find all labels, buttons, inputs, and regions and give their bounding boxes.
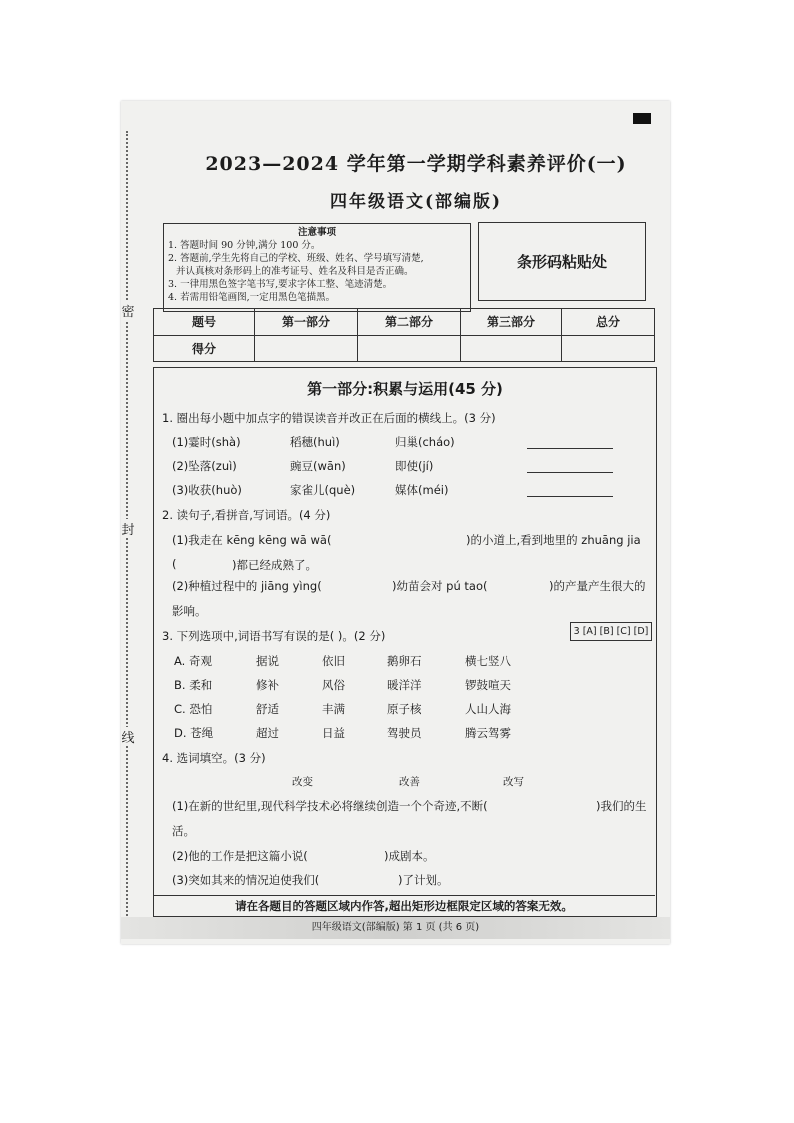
q1-word: 即使(jí) bbox=[395, 459, 434, 473]
q2-text: )都已经成熟了。 bbox=[232, 558, 317, 572]
q3-stem: 3. 下列选项中,词语书写有误的是( )。(2 分) bbox=[162, 629, 386, 643]
q3-option: D. 苍绳 bbox=[174, 726, 214, 740]
q4-word: 改写 bbox=[503, 776, 524, 788]
notice-title: 注意事项 bbox=[297, 227, 336, 238]
q4-word: 改善 bbox=[399, 776, 420, 788]
q3-option: 锣鼓喧天 bbox=[465, 678, 511, 692]
q2-text: (1)我走在 kēng kēng wā wā( bbox=[172, 533, 332, 547]
score-row bbox=[154, 335, 655, 362]
q1-word: (3)收获(huò) bbox=[172, 483, 242, 497]
exam-sheet bbox=[121, 101, 670, 944]
barcode-label: 条形码粘贴处 bbox=[516, 253, 607, 271]
q1-answer-line[interactable] bbox=[527, 496, 613, 497]
score-table bbox=[153, 308, 655, 362]
q1-word: 媒体(méi) bbox=[395, 483, 449, 497]
score-header: 第一部分 bbox=[255, 309, 358, 336]
q3-option: 腾云驾雾 bbox=[465, 726, 511, 740]
q4-sentence: )了计划。 bbox=[398, 873, 449, 887]
section-title: 第一部分:积累与运用(45 分) bbox=[307, 380, 503, 398]
q3-option: 暖洋洋 bbox=[387, 678, 422, 692]
q4-stem: 4. 选词填空。(3 分) bbox=[162, 751, 266, 765]
score-header-row bbox=[154, 309, 655, 336]
q4-sentence: (2)他的工作是把这篇小说( bbox=[172, 849, 308, 863]
notice-box bbox=[163, 223, 471, 312]
q3-option: 驾驶员 bbox=[387, 726, 422, 740]
score-header: 第二部分 bbox=[358, 309, 461, 336]
q3-option: 鹅卵石 bbox=[387, 654, 422, 668]
q4-sentence: (1)在新的世纪里,现代科学技术必将继续创造一个个奇迹,不断( bbox=[172, 799, 488, 813]
q3-option: 人山人海 bbox=[465, 702, 511, 716]
score-header: 题号 bbox=[154, 309, 255, 336]
q2-stem: 2. 读句子,看拼音,写词语。(4 分) bbox=[162, 508, 331, 522]
question-area bbox=[153, 367, 657, 917]
answer-area-note: 请在各题目的答题区域内作答,超出矩形边框限定区域的答案无效。 bbox=[153, 895, 655, 916]
alignment-marker-top bbox=[633, 113, 651, 124]
q2-text: 影响。 bbox=[172, 604, 207, 618]
q3-option: 风俗 bbox=[322, 678, 345, 692]
q3-option: A. 奇观 bbox=[174, 654, 212, 668]
score-cell[interactable] bbox=[562, 335, 655, 362]
q3-option: C. 恐怕 bbox=[174, 702, 213, 716]
q2-text: ( bbox=[172, 557, 177, 571]
barcode-area bbox=[478, 222, 646, 301]
exam-title: 2023—2024 学年第一学期学科素养评价(一) bbox=[205, 153, 627, 175]
q3-option: 依旧 bbox=[322, 654, 345, 668]
q4-sentence: (3)突如其来的情况迫使我们( bbox=[172, 873, 320, 887]
notice-item: 3. 一律用黑色签字笔书写,要求字体工整、笔迹清楚。 bbox=[168, 279, 393, 290]
q2-text: )的小道上,看到地里的 zhuāng jia bbox=[466, 533, 641, 547]
q4-word: 改变 bbox=[292, 776, 313, 788]
score-row-label: 得分 bbox=[154, 335, 255, 362]
q1-answer-line[interactable] bbox=[527, 472, 613, 473]
score-header: 第三部分 bbox=[461, 309, 562, 336]
score-cell[interactable] bbox=[255, 335, 358, 362]
score-cell[interactable] bbox=[461, 335, 562, 362]
binding-char-xian: 线 bbox=[121, 727, 135, 746]
q3-option: 舒适 bbox=[256, 702, 279, 716]
binding-char-mi: 密 bbox=[121, 301, 135, 320]
q1-stem: 1. 圈出每小题中加点字的错误读音并改正在后面的横线上。(3 分) bbox=[162, 411, 496, 425]
q3-option: 原子核 bbox=[387, 702, 422, 716]
score-header: 总分 bbox=[562, 309, 655, 336]
q3-option: 日益 bbox=[322, 726, 345, 740]
q1-word: (2)坠落(zuì) bbox=[172, 459, 237, 473]
q2-text: (2)种植过程中的 jiāng yìng( bbox=[172, 579, 322, 593]
page-number: 四年级语文(部编版) 第 1 页 (共 6 页) bbox=[311, 922, 480, 933]
binding-char-feng: 封 bbox=[121, 519, 135, 538]
q4-sentence: )我们的生 bbox=[596, 799, 647, 813]
notice-item: 2. 答题前,学生先将自己的学校、班级、姓名、学号填写清楚, bbox=[168, 253, 424, 264]
q3-option: 超过 bbox=[256, 726, 279, 740]
exam-subtitle: 四年级语文(部编版) bbox=[329, 192, 503, 212]
notice-item: 1. 答题时间 90 分钟,满分 100 分。 bbox=[168, 240, 321, 251]
q3-answer-box[interactable]: 3 [A] [B] [C] [D] bbox=[570, 622, 652, 641]
q2-text: )的产量产生很大的 bbox=[549, 579, 646, 593]
page-footer bbox=[121, 917, 670, 939]
q3-option: 丰满 bbox=[322, 702, 345, 716]
q4-sentence: )成剧本。 bbox=[384, 849, 435, 863]
notice-item: 并认真核对条形码上的准考证号、姓名及科目是否正确。 bbox=[176, 266, 414, 277]
q1-word: 归巢(cháo) bbox=[395, 435, 455, 449]
q1-answer-line[interactable] bbox=[527, 448, 613, 449]
notice-item: 4. 若需用铅笔画图,一定用黑色笔描黑。 bbox=[168, 292, 336, 303]
q2-text: )幼苗会对 pú tao( bbox=[392, 579, 488, 593]
q1-word: (1)霎时(shà) bbox=[172, 435, 241, 449]
q4-sentence: 活。 bbox=[172, 824, 195, 838]
q3-option: 横七竖八 bbox=[465, 654, 511, 668]
q1-word: 豌豆(wān) bbox=[290, 459, 346, 473]
q3-option: 修补 bbox=[256, 678, 279, 692]
q3-option: B. 柔和 bbox=[174, 678, 213, 692]
q1-word: 稻穗(huì) bbox=[290, 435, 340, 449]
q3-option: 据说 bbox=[256, 654, 279, 668]
score-cell[interactable] bbox=[358, 335, 461, 362]
q1-word: 家雀儿(què) bbox=[290, 483, 356, 497]
